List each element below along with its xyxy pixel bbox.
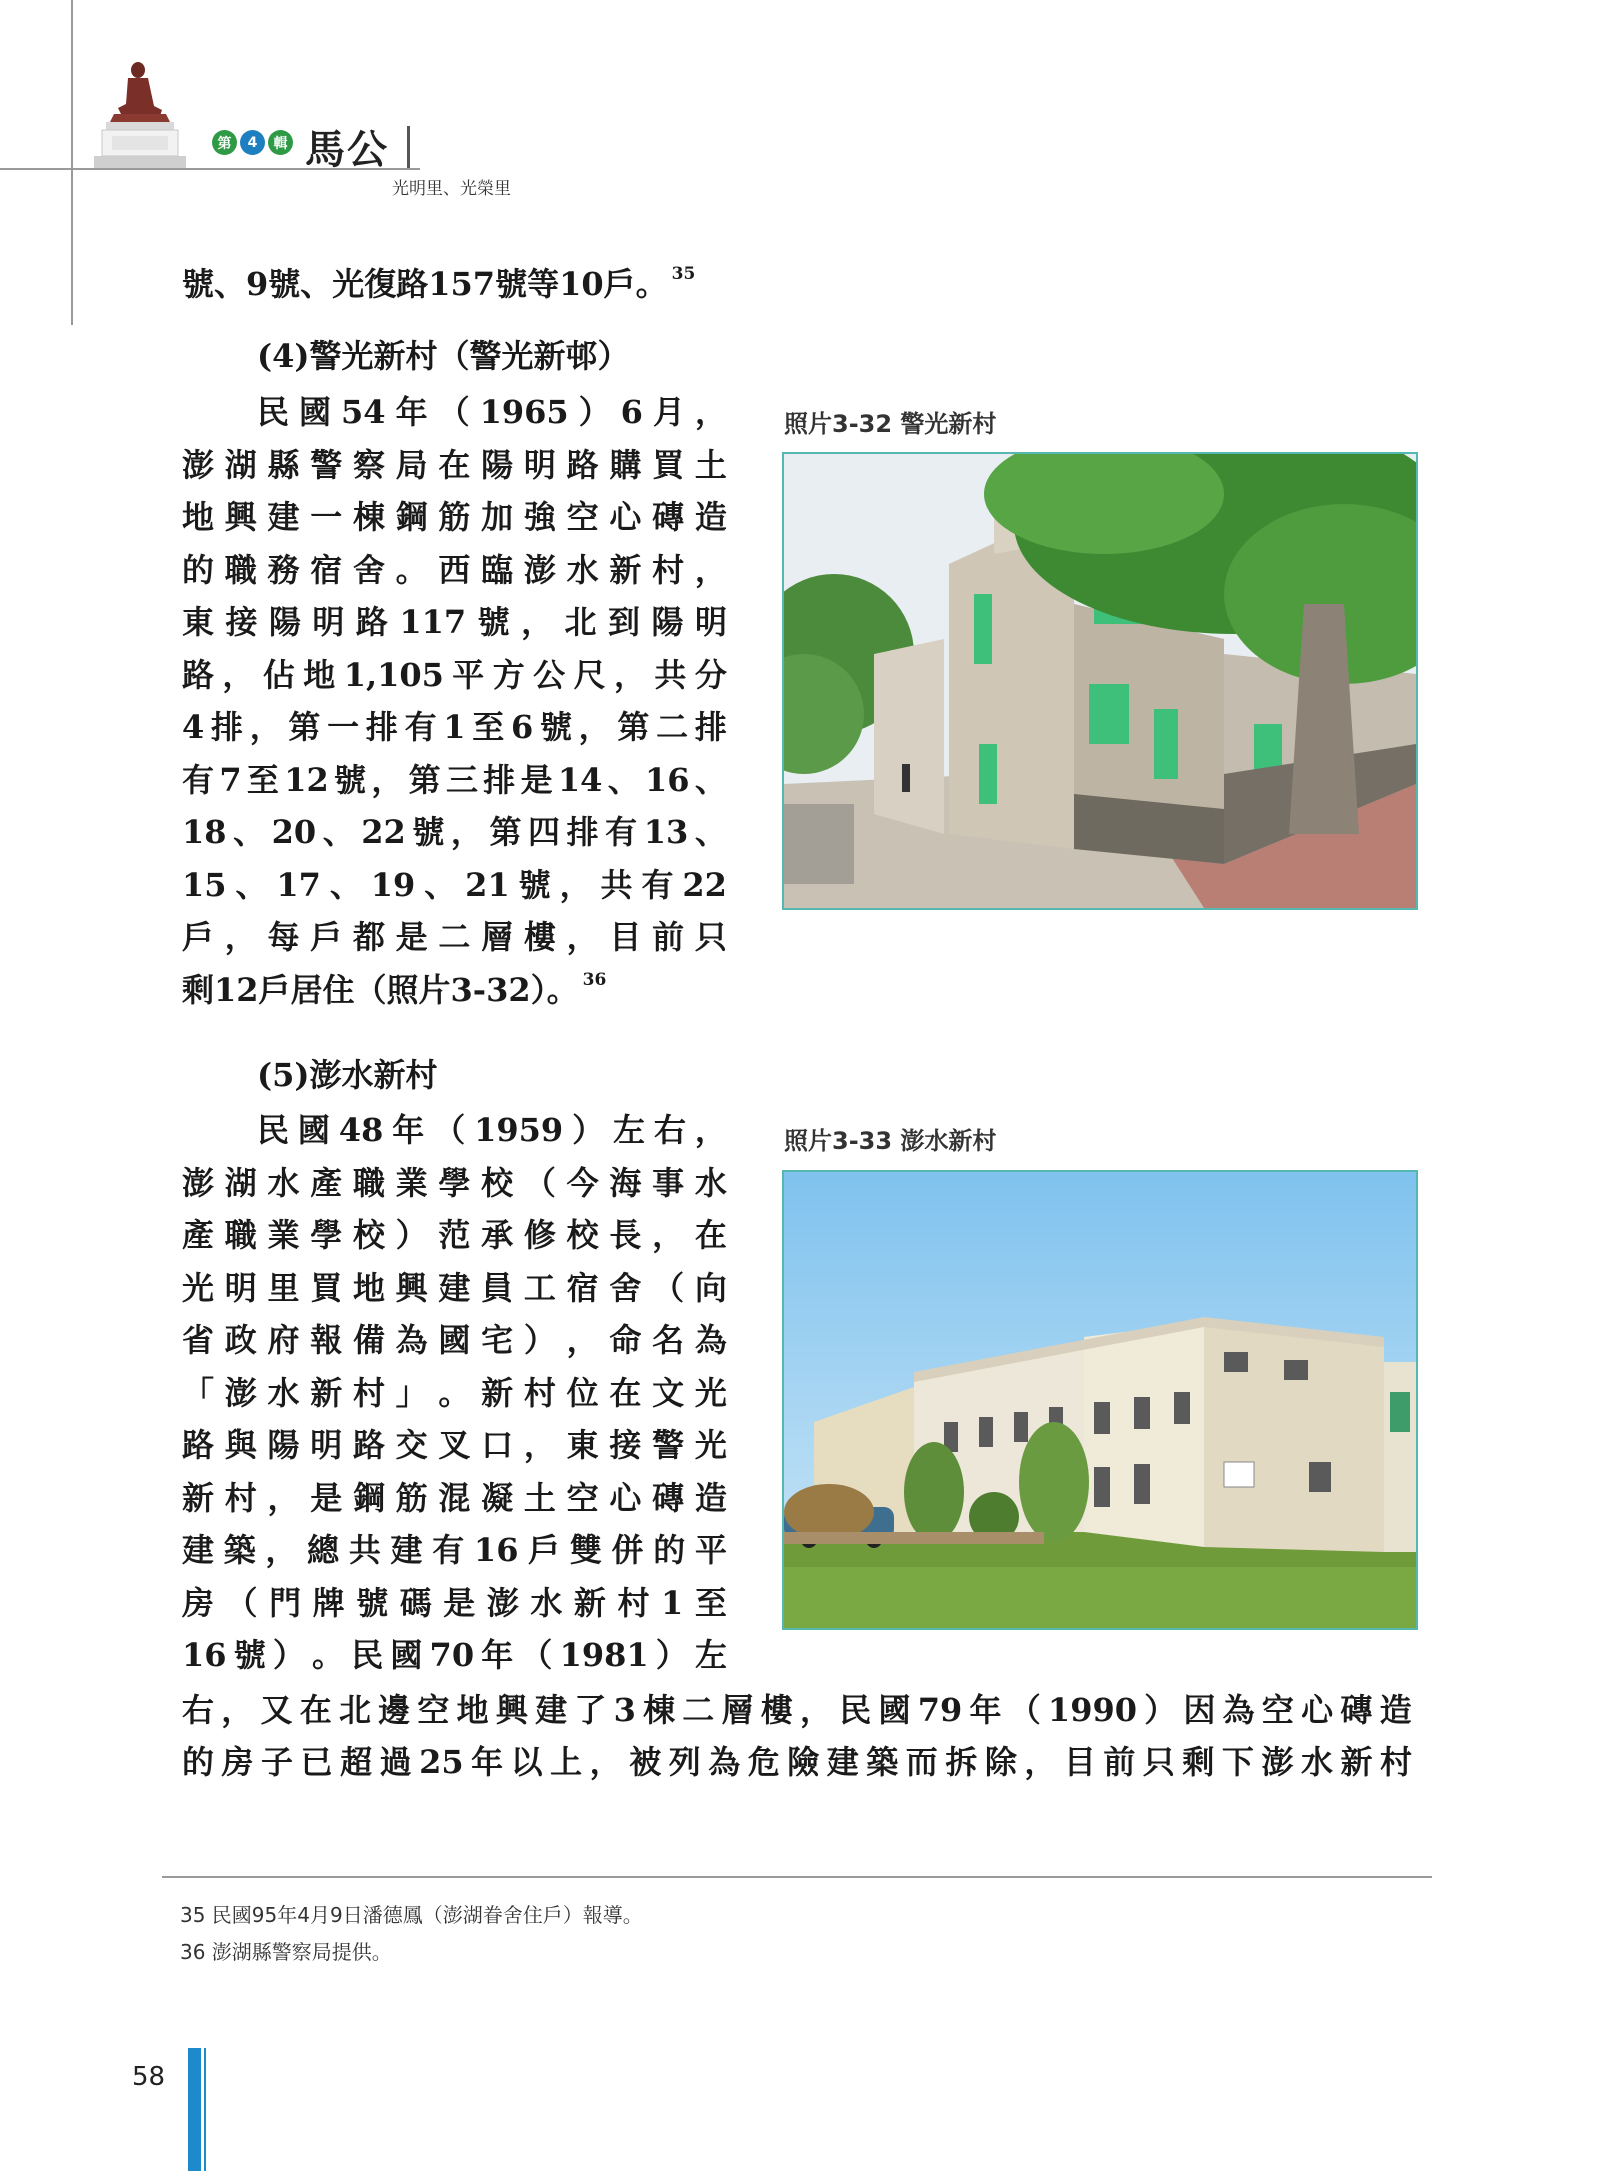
body-line: 建 築 ， 總 共 建 有 16 戶 雙 併 的 平 xyxy=(182,1531,727,1569)
body-line: 民 國 48 年 （ 1959 ） 左 右 ， xyxy=(257,1111,727,1149)
body-line: 的 房 子 已 超 過 25 年 以 上 ， 被 列 為 危 險 建 築 而 拆 除 ， 目 前 只 剩 下 澎 水 新 村 xyxy=(182,1743,1412,1781)
chapter-number-badge: 4 xyxy=(240,130,265,155)
footnote-rule xyxy=(162,1876,1432,1878)
page-number: 58 xyxy=(132,2062,166,2092)
body-line: 4 排 ， 第 一 排 有 1 至 6 號 ， 第 二 排 xyxy=(182,708,727,746)
body-line: 澎 湖 縣 警 察 局 在 陽 明 路 購 買 土 xyxy=(182,446,727,484)
statue-monument-icon xyxy=(88,58,188,170)
photo-caption-3-33: 照片3-33 澎水新村 xyxy=(784,1127,997,1155)
body-line: 的 職 務 宿 舍 。 西 臨 澎 水 新 村 ， xyxy=(182,551,727,589)
building-photo-2 xyxy=(784,1172,1416,1628)
photo-jingguang-village xyxy=(782,452,1418,910)
body-line: 戶 ， 每 戶 都 是 二 層 樓 ， 目 前 只 xyxy=(182,918,727,956)
body-line: 東 接 陽 明 路 117 號 ， 北 到 陽 明 xyxy=(182,603,727,641)
photo-caption-3-32: 照片3-32 警光新村 xyxy=(784,410,997,438)
body-line: 澎 湖 水 產 職 業 學 校 （ 今 海 事 水 xyxy=(182,1164,727,1202)
body-line: 地 興 建 一 棟 鋼 筋 加 強 空 心 磚 造 xyxy=(182,498,727,536)
chapter-badge xyxy=(212,130,293,155)
body-line: 路 ， 佔 地 1,105 平 方 公 尺 ， 共 分 xyxy=(182,656,727,694)
footnote-ref-35: 35 xyxy=(671,264,696,284)
chapter-subtitle: 光明里、光榮里 xyxy=(392,179,511,199)
section-heading-pengshui: (5)澎水新村 xyxy=(257,1056,438,1094)
body-line: 產 職 業 學 校 ） 范 承 修 校 長 ， 在 xyxy=(182,1216,727,1254)
footnote-36: 36 澎湖縣警察局提供。 xyxy=(180,1940,392,1964)
body-line: 「 澎 水 新 村 」 。 新 村 位 在 文 光 xyxy=(182,1374,727,1412)
header-vertical-rule xyxy=(71,0,73,325)
body-line: 有 7 至 12 號 ， 第 三 排 是 14 、 16 、 xyxy=(182,761,727,799)
body-line: 右 ， 又 在 北 邊 空 地 興 建 了 3 棟 二 層 樓 ， 民 國 79 年 （ 1990 ） 因 為 空 心 磚 造 xyxy=(182,1691,1412,1729)
body-line: 15 、 17 、 19 、 21 號 ， 共 有 22 xyxy=(182,866,727,904)
page-marker-bar xyxy=(188,2048,201,2171)
page-marker-line xyxy=(204,2048,206,2171)
chapter-title: 馬公 xyxy=(305,126,389,173)
body-line: 18 、 20 、 22 號 ， 第 四 排 有 13 、 xyxy=(182,813,727,851)
chapter-prefix-badge: 第 xyxy=(212,130,237,155)
body-line: 路 與 陽 明 路 交 叉 口 ， 東 接 警 光 xyxy=(182,1426,727,1464)
footnote-35: 35 民國95年4月9日潘德鳳（澎湖眷舍住戶）報導。 xyxy=(180,1903,643,1927)
body-line: 房 （ 門 牌 號 碼 是 澎 水 新 村 1 至 xyxy=(182,1584,727,1622)
body-line: 省 政 府 報 備 為 國 宅 ） ， 命 名 為 xyxy=(182,1321,727,1359)
chapter-title-divider xyxy=(407,126,410,168)
photo-pengshui-village xyxy=(782,1170,1418,1630)
body-line: 剩12戶居住（照片3-32）。 $^{36}$ xyxy=(182,970,607,1009)
body-line: 16 號 ） 。 民 國 70 年 （ 1981 ） 左 xyxy=(182,1636,727,1674)
body-line: 民 國 54 年 （ 1965 ） 6 月 ， xyxy=(257,393,727,431)
footnote-ref-36: 36 xyxy=(582,970,607,990)
building-photo-1 xyxy=(784,454,1416,908)
body-line: 光 明 里 買 地 興 建 員 工 宿 舍 （ 向 xyxy=(182,1269,727,1307)
chapter-suffix-badge: 輯 xyxy=(268,130,293,155)
body-line: 號、9號、光復路157號等10戶。 $^{35}$ xyxy=(182,264,696,303)
body-line: 新 村 ， 是 鋼 筋 混 凝 土 空 心 磚 造 xyxy=(182,1479,727,1517)
section-heading-jingguang: (4)警光新村（警光新邨） xyxy=(257,337,630,375)
